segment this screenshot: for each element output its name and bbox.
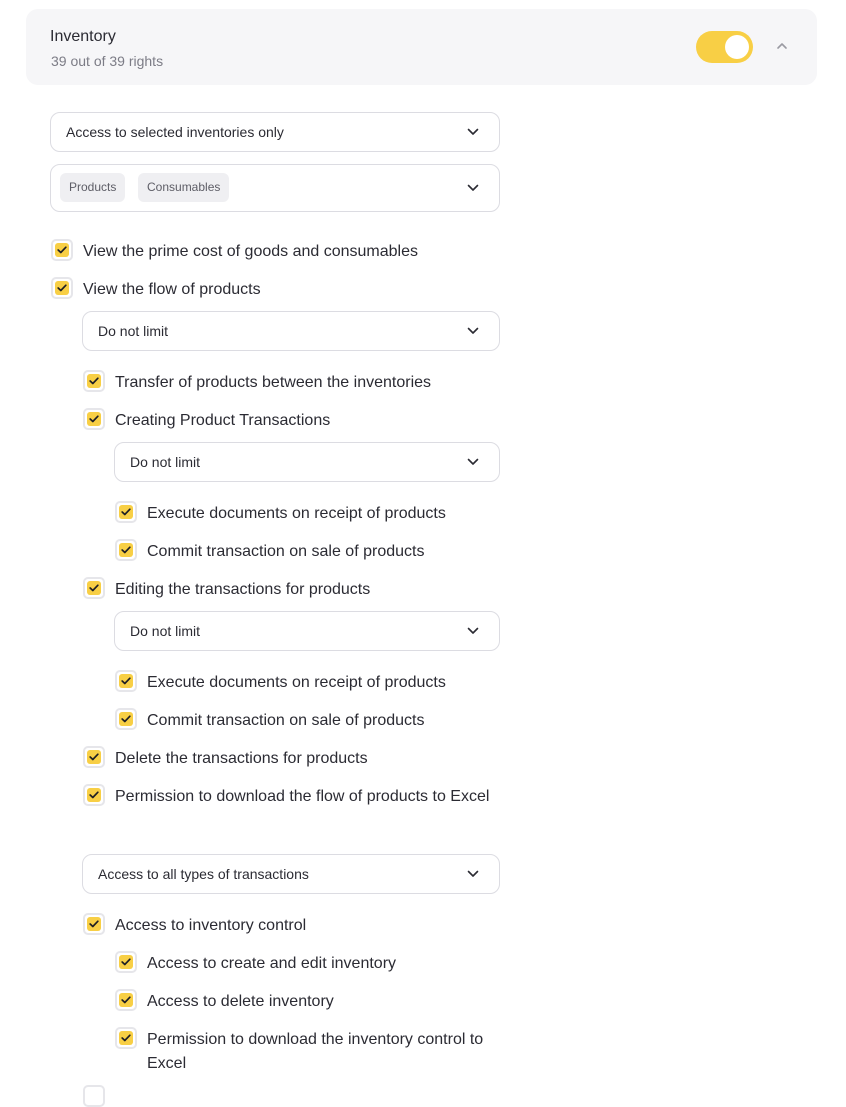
perm-label: Execute documents on receipt of products — [147, 674, 446, 691]
checkbox[interactable] — [51, 277, 73, 299]
select-value: Do not limit — [130, 454, 201, 470]
creating-limit-select[interactable] — [114, 442, 500, 482]
perm-label: View the flow of products — [83, 281, 261, 298]
checkbox[interactable] — [83, 913, 105, 935]
check-icon — [89, 920, 99, 928]
checkbox[interactable] — [115, 1027, 137, 1049]
inventories-multiselect[interactable] — [50, 164, 500, 212]
chevron-down-icon — [467, 128, 479, 136]
rights-count: 39 out of 39 rights — [51, 53, 164, 69]
checkbox[interactable] — [115, 670, 137, 692]
checkbox[interactable] — [83, 784, 105, 806]
perm-label: Creating Product Transactions — [115, 412, 331, 429]
perm-label: Permission to download the inventory control to Excel — [147, 1031, 484, 1072]
checkbox-partial[interactable] — [83, 1085, 105, 1107]
check-icon — [57, 284, 67, 292]
checkbox[interactable] — [115, 989, 137, 1011]
check-icon — [121, 996, 131, 1004]
chevron-down-icon — [467, 870, 479, 878]
checkbox[interactable] — [51, 239, 73, 261]
perm-label: Execute documents on receipt of products — [147, 505, 446, 522]
perm-label: Access to inventory control — [115, 917, 307, 934]
editing-limit-select[interactable] — [114, 611, 500, 651]
checkbox[interactable] — [83, 746, 105, 768]
checkbox[interactable] — [83, 408, 105, 430]
select-value: Access to selected inventories only — [66, 124, 284, 140]
transaction-types-select[interactable] — [82, 854, 500, 894]
tag-products[interactable]: Products — [60, 173, 125, 202]
chevron-down-icon — [467, 627, 479, 635]
select-value: Do not limit — [98, 323, 169, 339]
perm-label: Transfer of products between the inventories — [115, 374, 432, 391]
perm-label: Access to create and edit inventory — [147, 955, 397, 972]
check-icon — [57, 246, 67, 254]
chevron-up-icon[interactable] — [775, 39, 789, 53]
inventory-toggle[interactable] — [696, 31, 753, 63]
chevron-down-icon — [467, 327, 479, 335]
check-icon — [89, 415, 99, 423]
tag-consumables[interactable]: Consumables — [138, 173, 229, 202]
checkbox[interactable] — [83, 577, 105, 599]
flow-limit-select[interactable] — [82, 311, 500, 351]
check-icon — [121, 677, 131, 685]
toggle-knob — [725, 35, 749, 59]
select-value: Do not limit — [130, 623, 201, 639]
checkbox[interactable] — [115, 501, 137, 523]
check-icon — [121, 958, 131, 966]
perm-label: Commit transaction on sale of products — [147, 712, 425, 729]
perm-label: Permission to download the flow of products to Excel — [115, 788, 490, 805]
section-title: Inventory — [50, 28, 116, 45]
checkbox[interactable] — [83, 370, 105, 392]
check-icon — [89, 584, 99, 592]
inventory-section-header[interactable] — [26, 9, 817, 85]
check-icon — [121, 546, 131, 554]
check-icon — [89, 753, 99, 761]
check-icon — [89, 377, 99, 385]
chevron-down-icon — [467, 184, 479, 192]
check-icon — [121, 715, 131, 723]
checkbox[interactable] — [115, 951, 137, 973]
check-icon — [121, 1034, 131, 1042]
check-icon — [89, 791, 99, 799]
select-value: Access to all types of transactions — [98, 866, 309, 882]
chevron-down-icon — [467, 458, 479, 466]
checkbox[interactable] — [115, 708, 137, 730]
perm-label: Access to delete inventory — [147, 993, 334, 1010]
perm-label: View the prime cost of goods and consumables — [83, 243, 419, 260]
check-icon — [121, 508, 131, 516]
inventory-access-select[interactable] — [50, 112, 500, 152]
perm-label: Delete the transactions for products — [115, 750, 368, 767]
perm-label: Commit transaction on sale of products — [147, 543, 425, 560]
checkbox[interactable] — [115, 539, 137, 561]
perm-label: Editing the transactions for products — [115, 581, 371, 598]
